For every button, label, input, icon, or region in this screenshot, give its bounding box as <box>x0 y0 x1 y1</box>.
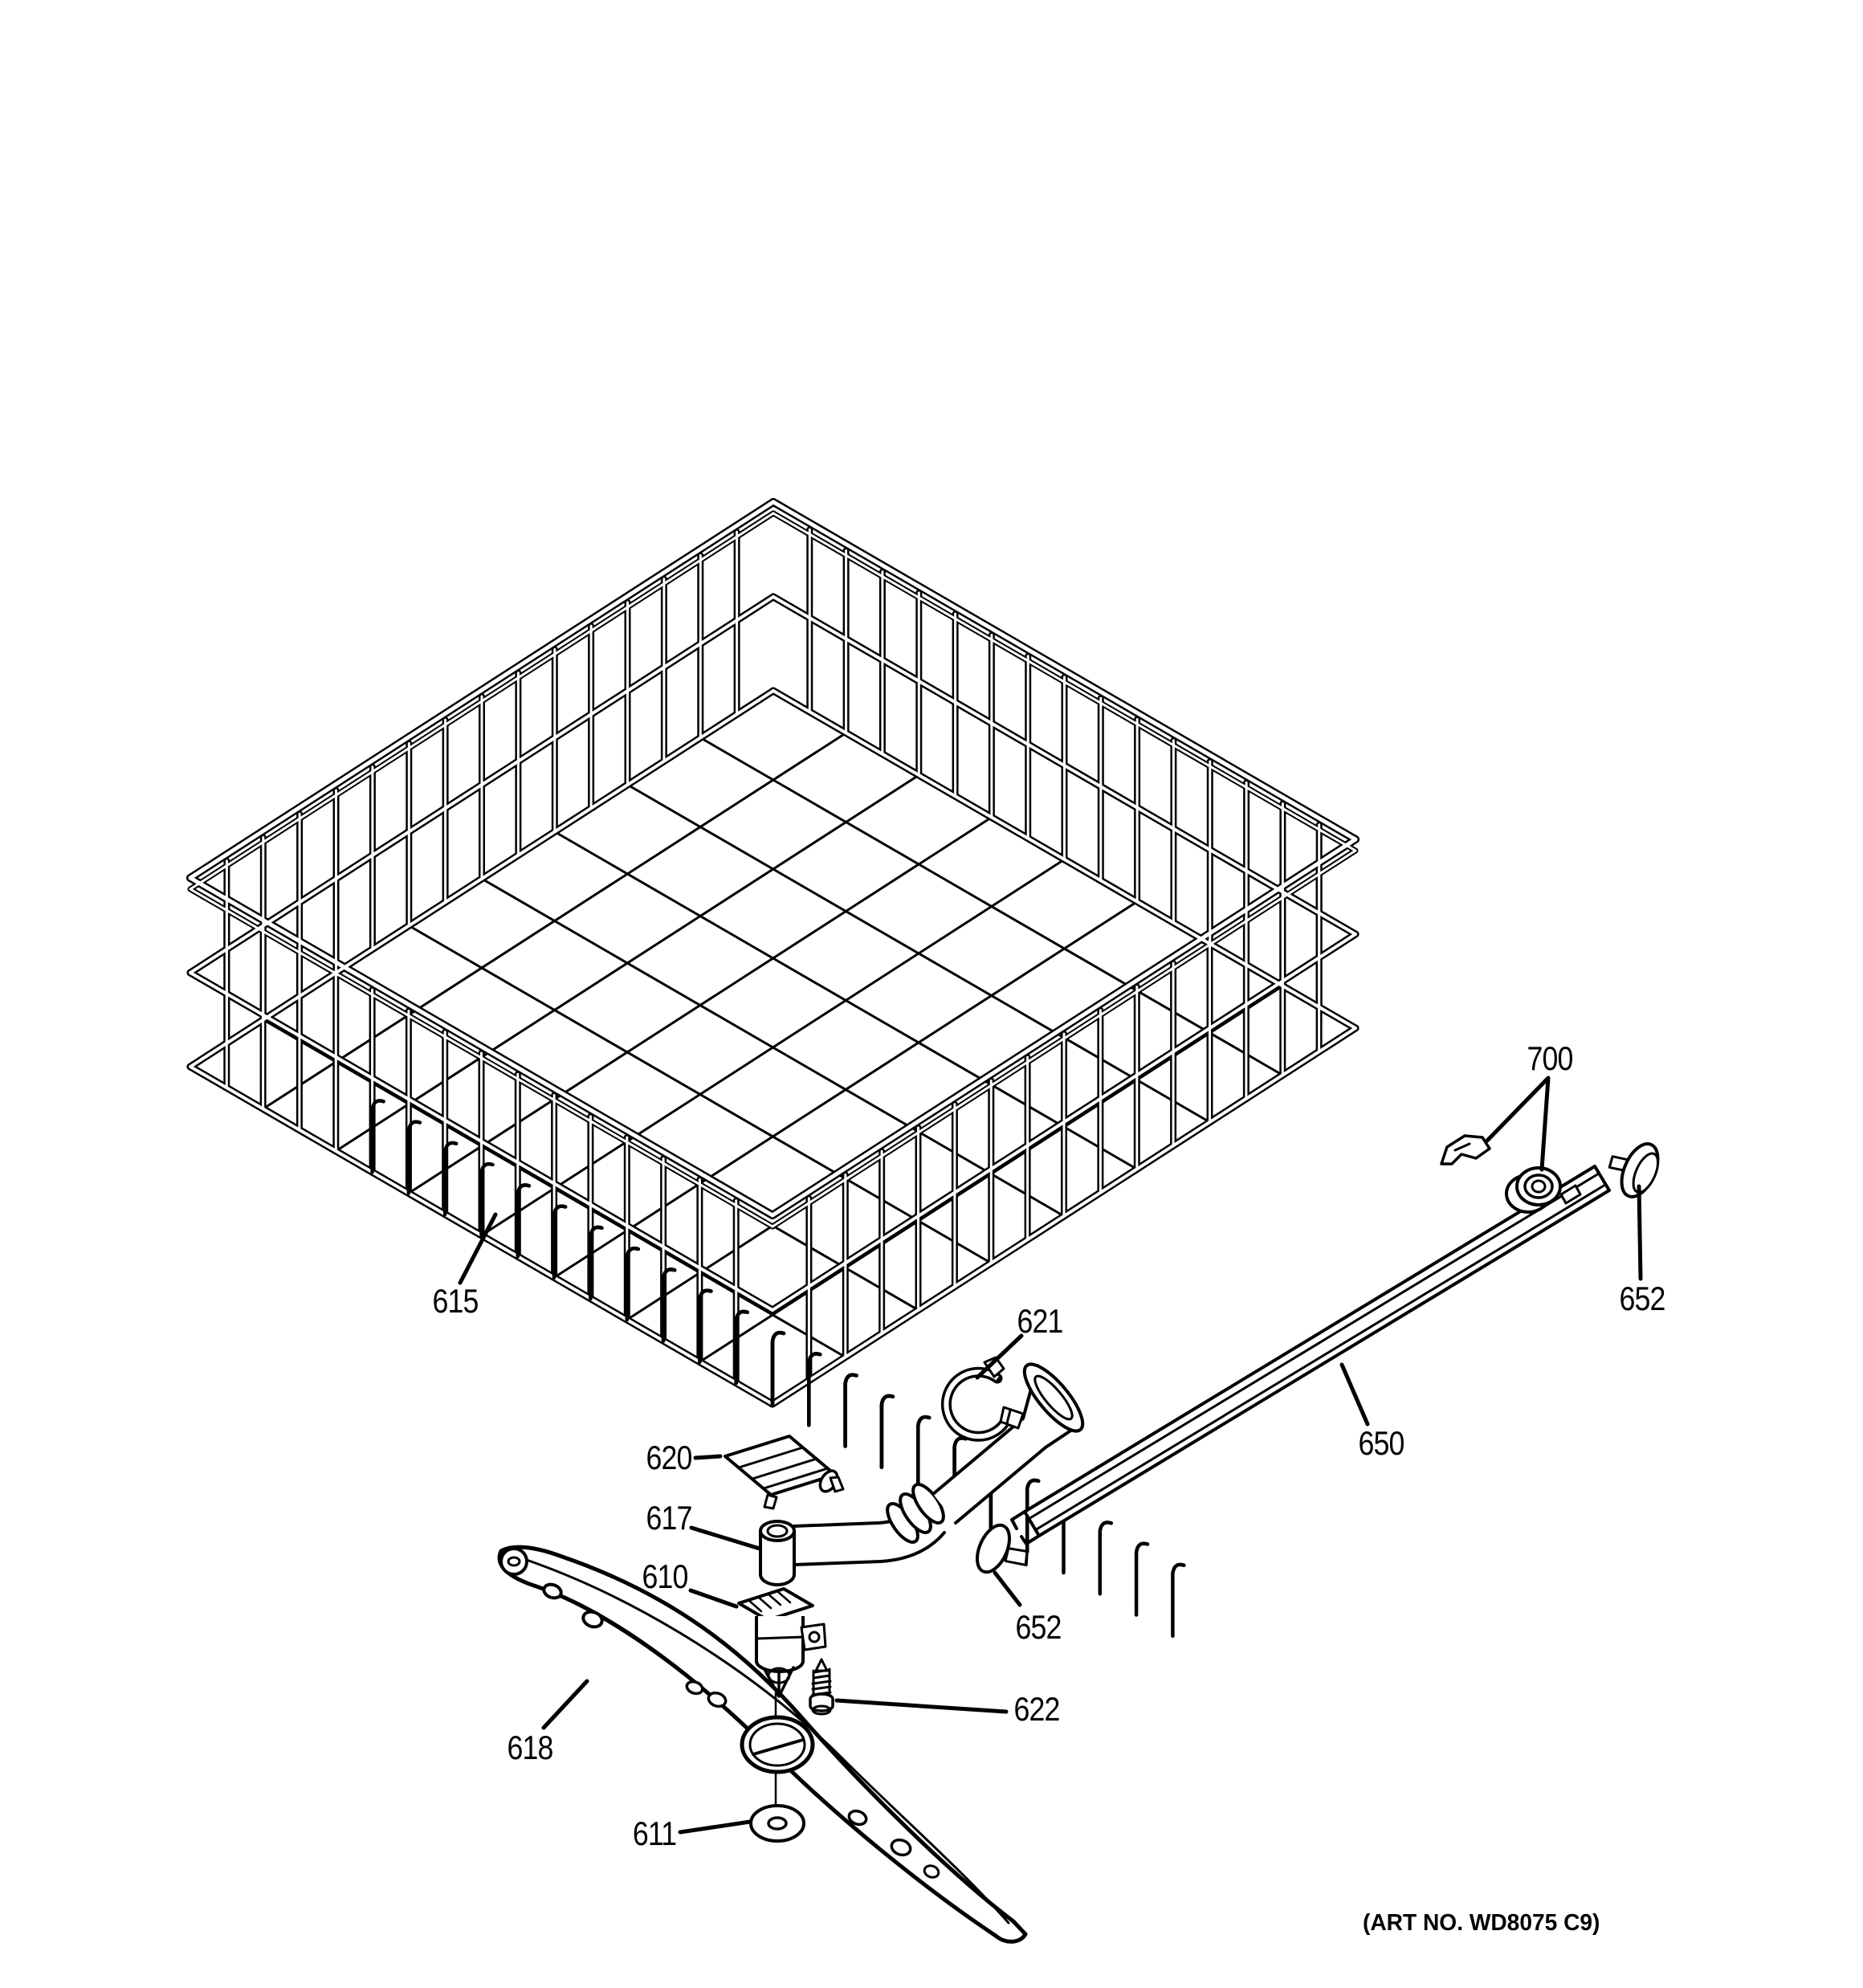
callout-700: 700 <box>1527 1039 1573 1077</box>
rack-slide-clip-620 <box>725 1436 843 1508</box>
water-supply-tube <box>794 1357 1091 1565</box>
callout-650: 650 <box>1358 1424 1404 1462</box>
callout-621: 621 <box>1017 1302 1063 1340</box>
callout-620: 620 <box>646 1439 692 1476</box>
support-track-650 <box>1012 1166 1609 1544</box>
callout-622: 622 <box>1013 1690 1060 1728</box>
callout-615: 615 <box>432 1282 479 1320</box>
clip-700 <box>1441 1136 1490 1164</box>
callout-652-lower: 652 <box>1015 1608 1062 1646</box>
washer-611 <box>751 1806 804 1841</box>
callout-617: 617 <box>646 1499 692 1537</box>
screw-622 <box>810 1659 833 1714</box>
hose-roller-elbow-617 <box>760 1521 794 1585</box>
art-number-label: (ART NO. WD8075 C9) <box>1363 1910 1600 1936</box>
callout-618: 618 <box>507 1729 553 1766</box>
callout-652-upper: 652 <box>1619 1280 1665 1317</box>
callout-610: 610 <box>642 1557 688 1595</box>
callout-611: 611 <box>632 1815 677 1852</box>
track-end-cap-652 <box>1600 1133 1665 1203</box>
